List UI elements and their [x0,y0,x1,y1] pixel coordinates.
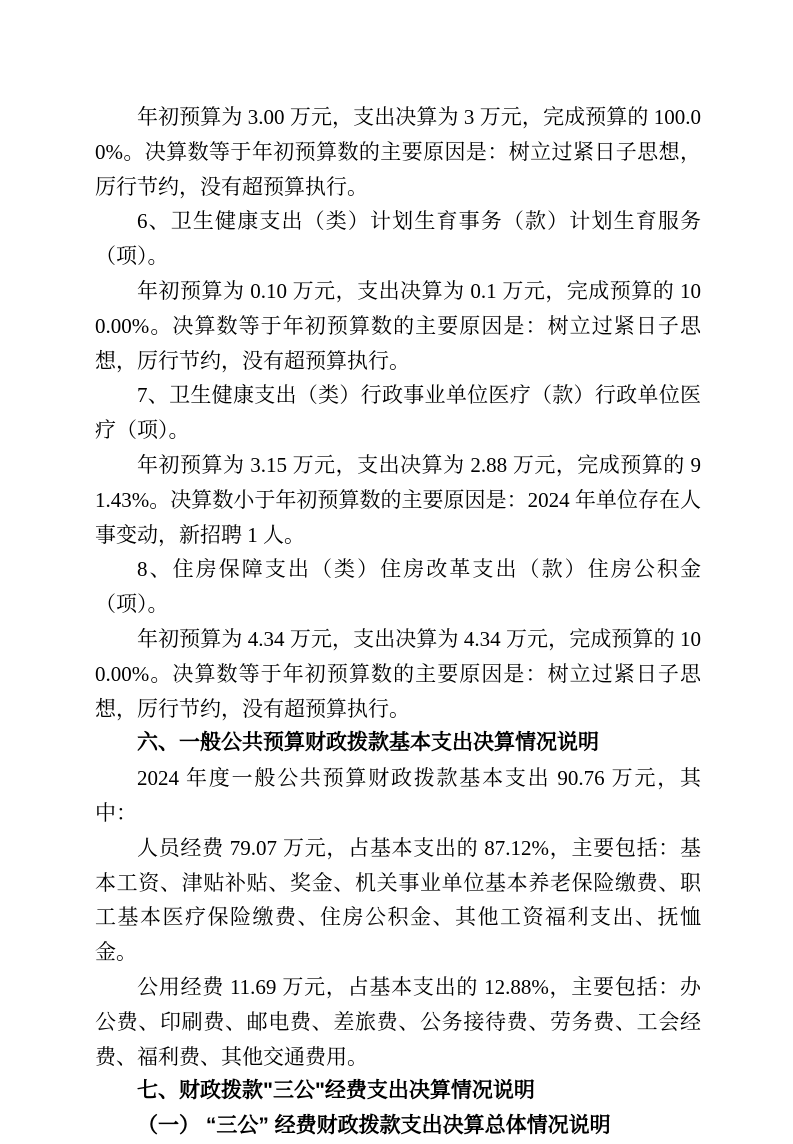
section-heading-7-three-public-funds: 七、财政拨款"三公"经费支出决算情况说明 [137,1079,535,1103]
paragraph-item-8-housing-security: 8、住房保障支出（类）住房改革支出（款）住房公积金（项）。 [95,557,701,617]
paragraph-item-6-health-family-planning: 6、卫生健康支出（类）计划生育事务（款）计划生育服务（项）。 [95,209,701,269]
paragraph-public-funds: 公用经费 11.69 万元，占基本支出的 12.88%，主要包括：办公费、印刷费、邮电费、差旅费、公务接待费、劳务费、工会经费、福利费、其他交通费用。 [95,974,701,1069]
paragraph-budget-3.15: 年初预算为 3.15 万元，支出决算为 2.88 万元，完成预算的 91.43%。决算数小于年初预算数的主要原因是：2024 年单位存在人事变动，新招聘 1 人。 [95,452,701,547]
paragraph-item-7-health-admin-medical: 7、卫生健康支出（类）行政事业单位医疗（款）行政单位医疗（项）。 [95,383,701,443]
section-heading-6-basic-expenditure: 六、一般公共预算财政拨款基本支出决算情况说明 [137,731,599,755]
subsection-heading-7-1-overall: （一） “三公” 经费财政拨款支出决算总体情况说明 [137,1114,611,1138]
paragraph-basic-expenditure-total: 2024 年度一般公共预算财政拨款基本支出 90.76 万元，其中： [95,766,701,825]
paragraph-budget-0.10: 年初预算为 0.10 万元，支出决算为 0.1 万元，完成预算的 100.00%。决算数等于年初预算数的主要原因是：树立过紧日子思想，厉行节约，没有超预算执行。 [95,278,701,373]
paragraph-personnel-funds: 人员经费 79.07 万元，占基本支出的 87.12%，主要包括：基本工资、津贴补贴、奖金、机关事业单位基本养老保险缴费、职工基本医疗保险缴费、住房公积金、其他工资福利支出、抚恤金。 [95,835,701,965]
paragraph-budget-3.00: 年初预算为 3.00 万元，支出决算为 3 万元，完成预算的 100.00%。决算数等于年初预算数的主要原因是：树立过紧日子思想，厉行节约，没有超预算执行。 [95,105,701,199]
paragraph-budget-4.34: 年初预算为 4.34 万元，支出决算为 4.34 万元，完成预算的 100.00%。决算数等于年初预算数的主要原因是：树立过紧日子思想，厉行节约，没有超预算执行。 [95,626,701,721]
